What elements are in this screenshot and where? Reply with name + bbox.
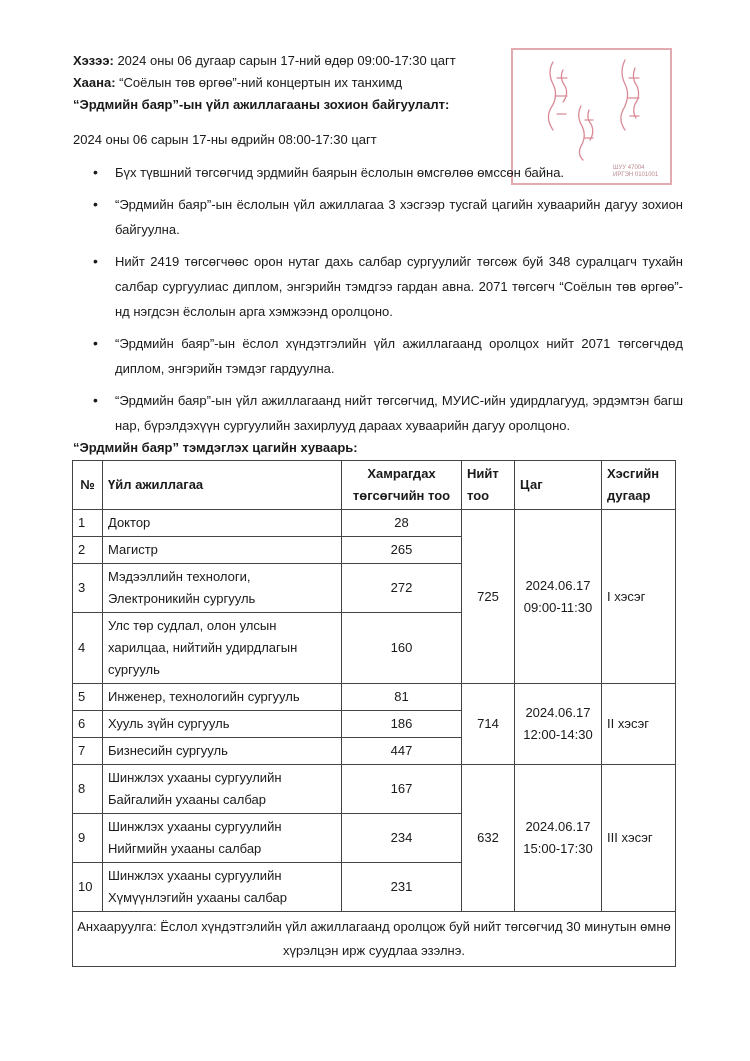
row-no: 6 (73, 711, 103, 738)
row-count: 167 (342, 765, 462, 814)
row-activity: Шинжлэх ухааны сургуулийн Хүмүүнлэгийн ухааны салбар (103, 863, 342, 912)
org-date: 2024 оны 06 сарын 17-ны өдрийн 08:00-17:30 цагт (73, 132, 377, 147)
header-part: Хэсгийн дугаар (602, 461, 676, 510)
row-count: 28 (342, 510, 462, 537)
group-total: 714 (462, 684, 515, 765)
row-count: 234 (342, 814, 462, 863)
row-count: 231 (342, 863, 462, 912)
group-total: 632 (462, 765, 515, 912)
row-activity: Улс төр судлал, олон улсын харилцаа, нийтийн удирдлагын сургууль (103, 613, 342, 684)
group-time: 2024.06.17 12:00-14:30 (515, 684, 602, 765)
table-header-row (73, 461, 676, 510)
where-line (73, 74, 402, 91)
row-count: 272 (342, 564, 462, 613)
row-no: 5 (73, 684, 103, 711)
when-line (73, 52, 456, 69)
table-row (73, 765, 676, 814)
row-activity: Инженер, технологийн сургууль (103, 684, 342, 711)
row-no: 9 (73, 814, 103, 863)
list-item: • “Эрдмийн баяр”-ын ёслол хүндэтгэлийн үйл ажиллагаанд оролцох нийт 2071 төгсөгчдөд диплом, энгэрийн тэмдэг гардуулна. (73, 331, 683, 381)
when-value: 2024 оны 06 дугаар сарын 17-ний өдөр 09:00-17:30 цагт (117, 53, 456, 68)
header-count: Хамрагдах төгсөгчийн тоо (342, 461, 462, 510)
row-count: 81 (342, 684, 462, 711)
row-activity: Бизнесийн сургууль (103, 738, 342, 765)
bullet-list (73, 160, 683, 445)
table-row (73, 684, 676, 711)
table-row (73, 510, 676, 537)
row-no: 3 (73, 564, 103, 613)
table-note-row (73, 912, 676, 967)
row-count: 160 (342, 613, 462, 684)
group-time: 2024.06.17 09:00-11:30 (515, 510, 602, 684)
row-no: 2 (73, 537, 103, 564)
list-item: • Бүх түвшний төгсөгчид эрдмийн баярын ёслолын өмсгөлөө өмссөн байна. (73, 160, 683, 185)
row-no: 8 (73, 765, 103, 814)
table-note: Анхааруулга: Ёслол хүндэтгэлийн үйл ажиллагаанд оролцож буй нийт төгсөгчид 30 минутын өмнө хүрэлцэн ирж суудлаа эзэлнэ. (73, 912, 676, 967)
schedule-title: “Эрдмийн баяр” тэмдэглэх цагийн хуваарь: (73, 440, 358, 455)
header-time: Цаг (515, 461, 602, 510)
where-label: Хаана: (73, 75, 116, 90)
group-total: 725 (462, 510, 515, 684)
row-count: 265 (342, 537, 462, 564)
row-activity: Доктор (103, 510, 342, 537)
header-no: № (73, 461, 103, 510)
header-total: Нийт тоо (462, 461, 515, 510)
group-part: II хэсэг (602, 684, 676, 765)
where-value: “Соёлын төв өргөө”-ний концертын их танхимд (119, 75, 403, 90)
stamp-text: ШУУ 47004 ИРГЭН 0101001 (613, 165, 659, 178)
row-count: 447 (342, 738, 462, 765)
group-part: III хэсэг (602, 765, 676, 912)
row-no: 4 (73, 613, 103, 684)
row-activity: Мэдээллийн технологи, Электроникийн сургууль (103, 564, 342, 613)
row-activity: Шинжлэх ухааны сургуулийн Нийгмийн ухааны салбар (103, 814, 342, 863)
header-activity: Үйл ажиллагаа (103, 461, 342, 510)
row-activity: Магистр (103, 537, 342, 564)
when-label: Хэзээ: (73, 53, 114, 68)
schedule-table (72, 460, 676, 967)
row-no: 1 (73, 510, 103, 537)
row-activity: Хууль зүйн сургууль (103, 711, 342, 738)
org-title: “Эрдмийн баяр”-ын үйл ажиллагааны зохион байгуулалт: (73, 97, 450, 112)
row-no: 10 (73, 863, 103, 912)
row-no: 7 (73, 738, 103, 765)
row-count: 186 (342, 711, 462, 738)
group-time: 2024.06.17 15:00-17:30 (515, 765, 602, 912)
row-activity: Шинжлэх ухааны сургуулийн Байгалийн ухааны салбар (103, 765, 342, 814)
list-item: • “Эрдмийн баяр”-ын ёслолын үйл ажиллагаа 3 хэсгээр тусгай цагийн хуваарийн дагуу зохион байгуулна. (73, 192, 683, 242)
list-item: • Нийт 2419 төгсөгчөөс орон нутаг дахь салбар сургуулийг төгсөж буй 348 суралцагч тухайн салбар сургуулиас диплом, энгэрийн тэмдгээ гардан авна. 2071 төгсөгч “Соёлын төв өргөө”-нд нэгдсэн ёслолын арга хэмжээнд оролцоно. (73, 249, 683, 324)
group-part: I хэсэг (602, 510, 676, 684)
list-item: • “Эрдмийн баяр”-ын үйл ажиллагаанд нийт төгсөгчид, МУИС-ийн удирдлагууд, эрдэмтэн багш нар, бүрэлдэхүүн сургуулийн захирлууд дараах хуваарийн дагуу оролцоно. (73, 388, 683, 438)
